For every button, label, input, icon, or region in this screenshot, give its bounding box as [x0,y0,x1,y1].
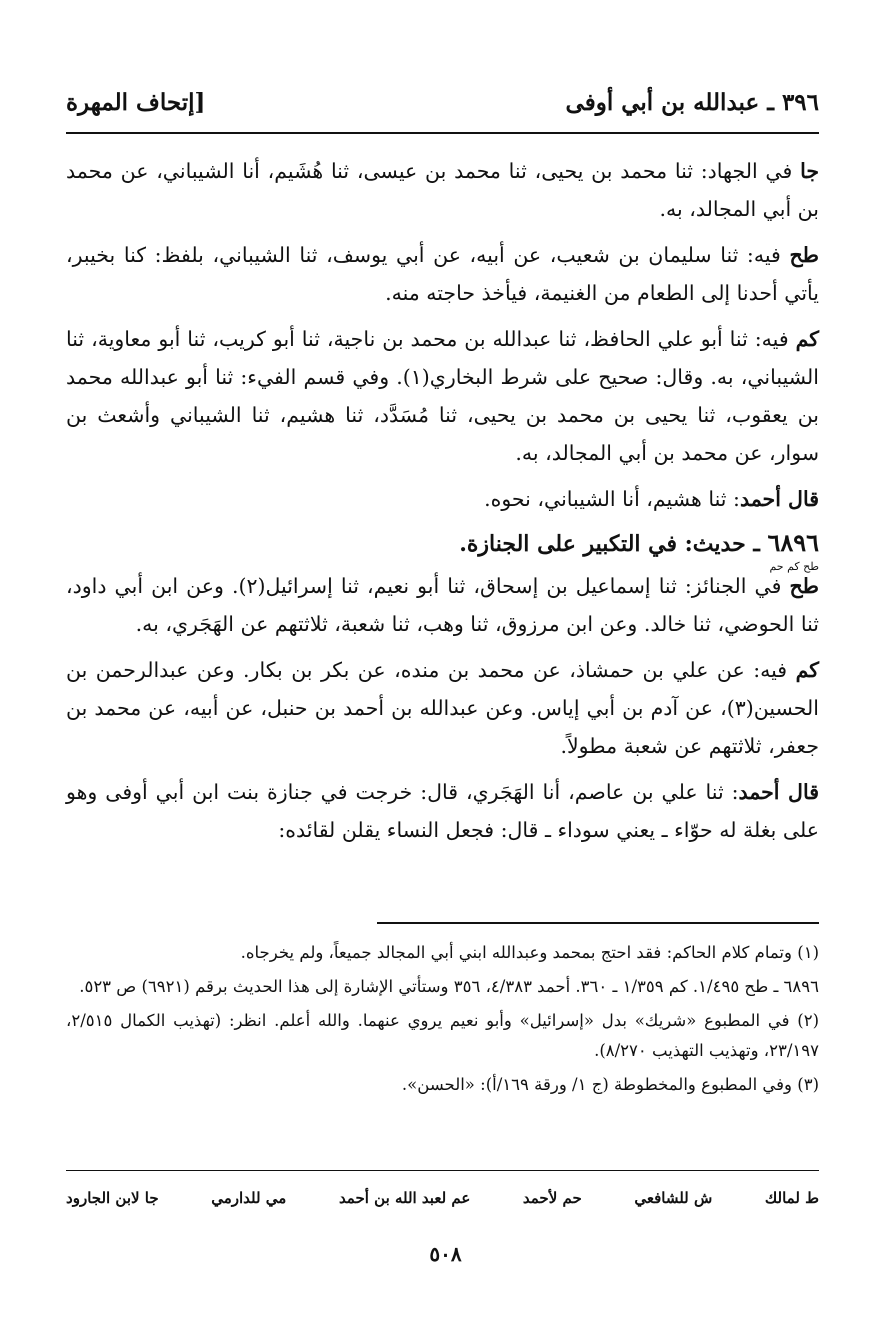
header-chapter-title: ٣٩٦ ـ عبدالله بن أبي أوفى [565,88,819,116]
paragraph-text: فيه: ثنا أبو علي الحافظ، ثنا عبدالله بن محمد بن ناجية، ثنا أبو كريب، ثنا أبو معاوية، ثنا الشيباني، به. وقال: صحيح على شرط البخاري(١). وفي قسم الفيء: ثنا أبو عبدالله محمد بن يعقوب، ثنا يحيى بن محمد بن يحيى، ثنا مُسَدَّد، ثنا هشيم، ثنا الشيباني وأشعث بن سوار، عن محمد بن أبي المجالد، به. [66,327,819,465]
page-number: ٥٠٨ [429,1242,462,1266]
abbreviation-item: جا لابن الجارود [66,1189,159,1207]
abbreviation-item: عم لعبد الله بن أحمد [338,1189,471,1207]
paragraph [66,480,819,518]
source-abbrev: كم [795,327,819,351]
source-abbrev: قال أحمد [739,487,819,511]
paragraph-text: في الجنائز: ثنا إسماعيل بن إسحاق، ثنا أبو نعيم، ثنا إسرائيل(٢). وعن ابن أبي داود، ثنا الحوضي، ثنا خالد. وعن ابن مرزوق، ثنا وهب، ثنا شعبة، ثلاثتهم عن الهَجَري، به. [66,574,819,636]
footnote: (٢) في المطبوع «شريك» بدل «إسرائيل» وأبو نعيم يروي عنهما. والله أعلم. انظر: (تهذيب الكمال ٢/٥١٥، ٢٣/١٩٧، وتهذيب التهذيب ٨/٢٧٠). [66,1011,819,1060]
footnote-rule [377,922,819,924]
paragraph-text: : ثنا علي بن عاصم، أنا الهَجَري، قال: خرجت في جنازة بنت ابن أبي أوفى وهو على بغلة له حوّاء ـ يعني سوداء ـ قال: فجعل النساء يقلن لقائده: [66,780,819,842]
paragraph [66,773,819,849]
footnote: (١) وتمام كلام الحاكم: فقد احتج بمحمد وعبدالله ابني أبي المجالد جميعاً، ولم يخرجاه. [240,943,819,962]
footnote: ٦٨٩٦ ـ طح ١/٤٩٥. كم ١/٣٥٩ ـ ٣٦٠. أحمد ٤/٣٨٣، ٣٥٦ وستأتي الإشارة إلى هذا الحديث برقم (٦٩٢١) ص ٥٢٣. [79,977,819,996]
abbreviation-item: حم لأحمد [522,1189,582,1207]
main-text [66,152,819,857]
paragraph-text: في الجهاد: ثنا محمد بن يحيى، ثنا محمد بن عيسى، ثنا هُشَيم، أنا الشيباني، عن محمد بن أبي المجالد، به. [66,159,819,221]
paragraph [66,567,819,643]
abbreviation-item: ش للشافعي [634,1189,713,1207]
source-abbrev: قال أحمد [738,780,819,804]
source-abbrev: طح [789,574,819,598]
paragraph-text: : ثنا هشيم، أنا الشيباني، نحوه. [484,487,740,511]
header-rule [66,132,819,134]
abbreviation-item: مي للدارمي [211,1189,287,1207]
paragraph [66,320,819,472]
hadith-heading [66,526,819,561]
hadith-source-refs: طح كم حم [769,560,819,573]
source-abbrev: جا [800,159,819,183]
paragraph [66,236,819,312]
source-abbrev: كم [795,658,819,682]
footnote: (٣) وفي المطبوع والمخطوطة (ج ١/ ورقة ١٦٩/أ): «الحسن». [401,1075,819,1094]
footnotes [66,938,819,1104]
abbreviations-rule [66,1170,819,1171]
running-header [66,80,819,124]
source-abbrev: طح [789,243,819,267]
header-book-title: [إتحاف المهرة [66,88,206,116]
abbreviations-key [66,1184,819,1212]
hadith-title: ـ حديث: في التكبير على الجنازة. [459,531,768,557]
paragraph [66,651,819,765]
hadith-number: ٦٨٩٦ [767,528,819,557]
paragraph-text: فيه: عن علي بن حمشاذ، عن محمد بن منده، عن بكر بن بكار. وعن عبدالرحمن بن الحسين(٣)، عن آدم بن أبي إياس. وعن عبدالله بن أحمد بن حنبل، عن أبيه، عن محمد بن جعفر، ثلاثتهم عن شعبة مطولاً. [66,658,819,758]
paragraph [66,152,819,228]
abbreviation-item: ط لمالك [764,1189,819,1207]
paragraph-text: فيه: ثنا سليمان بن شعيب، عن أبيه، عن أبي يوسف، ثنا الشيباني، بلفظ: كنا بخيبر، يأتي أحدنا إلى الطعام من الغنيمة، فيأخذ حاجته منه. [66,243,819,305]
